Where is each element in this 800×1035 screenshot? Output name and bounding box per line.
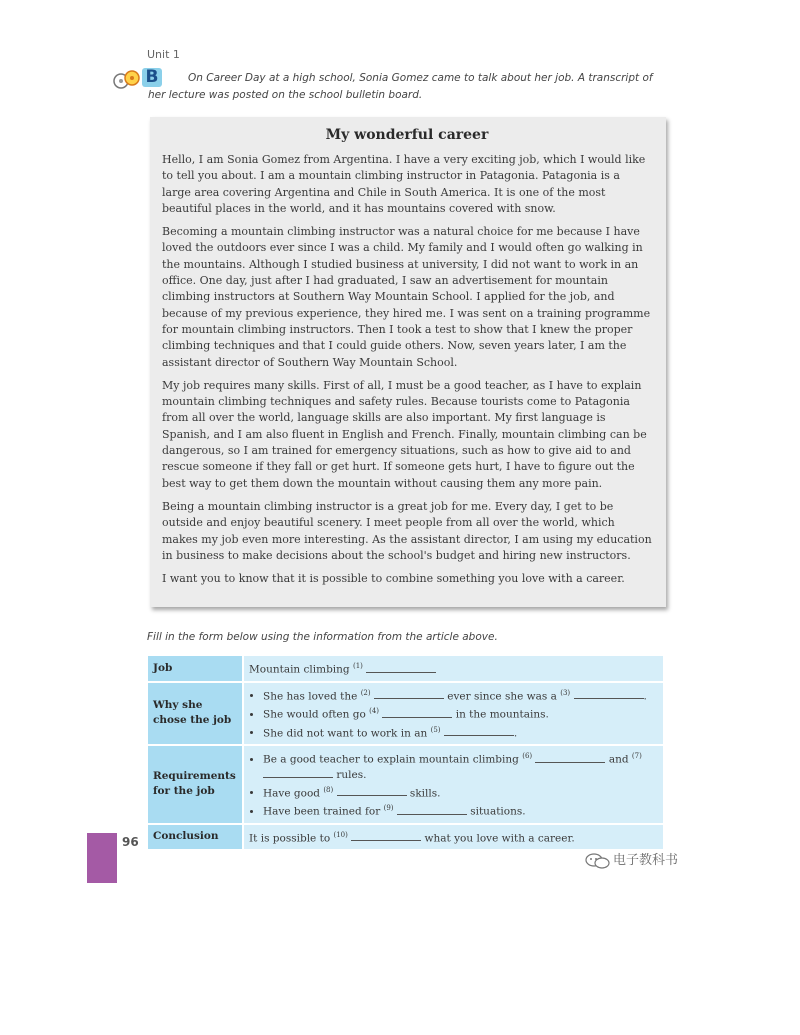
answer-blank-6[interactable] [535, 753, 605, 763]
exercise-instruction: Fill in the form below using the information from the article above. [147, 631, 498, 643]
blank-number: (7) [631, 752, 642, 760]
watermark-text: 电子教科书 [613, 853, 679, 868]
form-cell: It is possible to $^{(10)}$ what you love with a career. [243, 824, 664, 851]
audio-cd-icon [112, 68, 146, 92]
answer-blank-7[interactable] [263, 768, 333, 778]
form-bullet: • Have good $^{(8)}$ skills. [263, 783, 658, 802]
section-letter-badge: B [142, 68, 162, 87]
unit-label: Unit 1 [147, 48, 180, 61]
article-paragraph: I want you to know that it is possible to combine something you love with a career. [162, 572, 625, 586]
blank-number: (3) [560, 688, 571, 697]
wechat-icon [585, 853, 611, 869]
article-box [150, 117, 666, 607]
answer-blank-1[interactable] [366, 663, 436, 673]
article-paragraph: Becoming a mountain climbing instructor was a natural choice for me because I have loved the outdoors ever since I was a child. My family and I would often go walking in the mountains. Although I studied business at university, I did not want to work in an office. One day, just after I had graduated, I saw an advertisement for mountain climbing instructors at Southern Way Mountain School. I applied for the job, and because of my previous experience, they hired me. I was sent on a training programme for mountain climbing instructors. Then I took a test to show that I knew the proper climbing techniques and that I could guide others. Now, seven years later, I am the assistant director of Southern Way Mountain School. [162, 225, 651, 369]
answer-blank-2[interactable] [374, 689, 444, 699]
form-row-requirements [147, 745, 664, 824]
article-paragraph: My job requires many skills. First of all, I must be a good teacher, as I have to explain mountain climbing techniques and safety rules. Because tourists come to Patagonia from all over the world, language skills are also important. My first language is Spanish, and I am also fluent in English and French. Finally, mountain climbing can be dangerous, so I am trained for emergency situations, such as how to give aid to and rescue someone if they fall or get hurt. If someone gets hurt, I have to figure out the best way to get them down the mountain without causing them any more pain. [162, 378, 647, 490]
form-label: Job [147, 655, 243, 682]
answer-blank-5[interactable] [444, 726, 514, 736]
form-row-conclusion [147, 824, 664, 851]
page-number: 96 [122, 835, 139, 849]
form-bullet: • She did not want to work in an $^{(5)}$ . [263, 723, 658, 742]
blank-number: (1) [353, 662, 363, 670]
answer-blank-8[interactable] [337, 786, 407, 796]
answer-blank-10[interactable] [351, 831, 421, 841]
watermark [585, 849, 678, 869]
form-label: Conclusion [147, 824, 243, 851]
answer-blank-9[interactable] [397, 805, 467, 815]
article-paragraph: Hello, I am Sonia Gomez from Argentina. I have a very exciting job, which I would like to tell you about. I am a mountain climbing instructor in Patagonia. Patagonia is a large area covering Argentina and Chile in South America. It is one of the most beautiful places in the world, and it has mountains covered with snow. [162, 153, 646, 215]
blank-number: (8) [323, 785, 334, 794]
form-cell [243, 745, 664, 824]
article-title: My wonderful career [325, 127, 489, 143]
form-cell [243, 682, 664, 746]
blank-number: (4) [369, 707, 380, 715]
form-cell: Mountain climbing $^{(1)}$ [243, 655, 664, 682]
blank-number: (6) [522, 752, 533, 760]
answer-blank-4[interactable] [382, 708, 452, 718]
form-label: Requirements for the job [147, 745, 243, 824]
blank-number: (5) [430, 725, 441, 734]
page-color-tab [87, 833, 117, 883]
form-row-job [147, 655, 664, 682]
form-label: Why she chose the job [147, 682, 243, 746]
task-intro-text: On Career Day at a high school, Sonia Gomez came to talk about her job. A transcript of her lecture was posted on the school bulletin board. [148, 72, 653, 101]
fill-in-form [146, 654, 665, 851]
form-bullet: • Have been trained for $^{(9)}$ situations. [263, 801, 658, 820]
blank-number: (9) [383, 804, 394, 812]
answer-blank-3[interactable] [574, 689, 644, 699]
blank-number: (2) [360, 688, 371, 697]
form-row-why [147, 682, 664, 746]
form-bullet: • Be a good teacher to explain mountain climbing $^{(6)}$ and $^{(7)}$ rules. [263, 749, 658, 783]
form-bullet: • She would often go $^{(4)}$ in the mountains. [263, 704, 658, 723]
article-paragraph: Being a mountain climbing instructor is a great job for me. Every day, I get to be outside and enjoy beautiful scenery. I meet people from all over the world, which makes my job even more interesting. As the assistant director, I am using my education in business to make decisions about the school's budget and hiring new instructors. [162, 499, 652, 562]
blank-number: (10) [333, 830, 348, 839]
form-bullet: • She has loved the $^{(2)}$ ever since she was a $^{(3)}$ . [263, 686, 658, 705]
